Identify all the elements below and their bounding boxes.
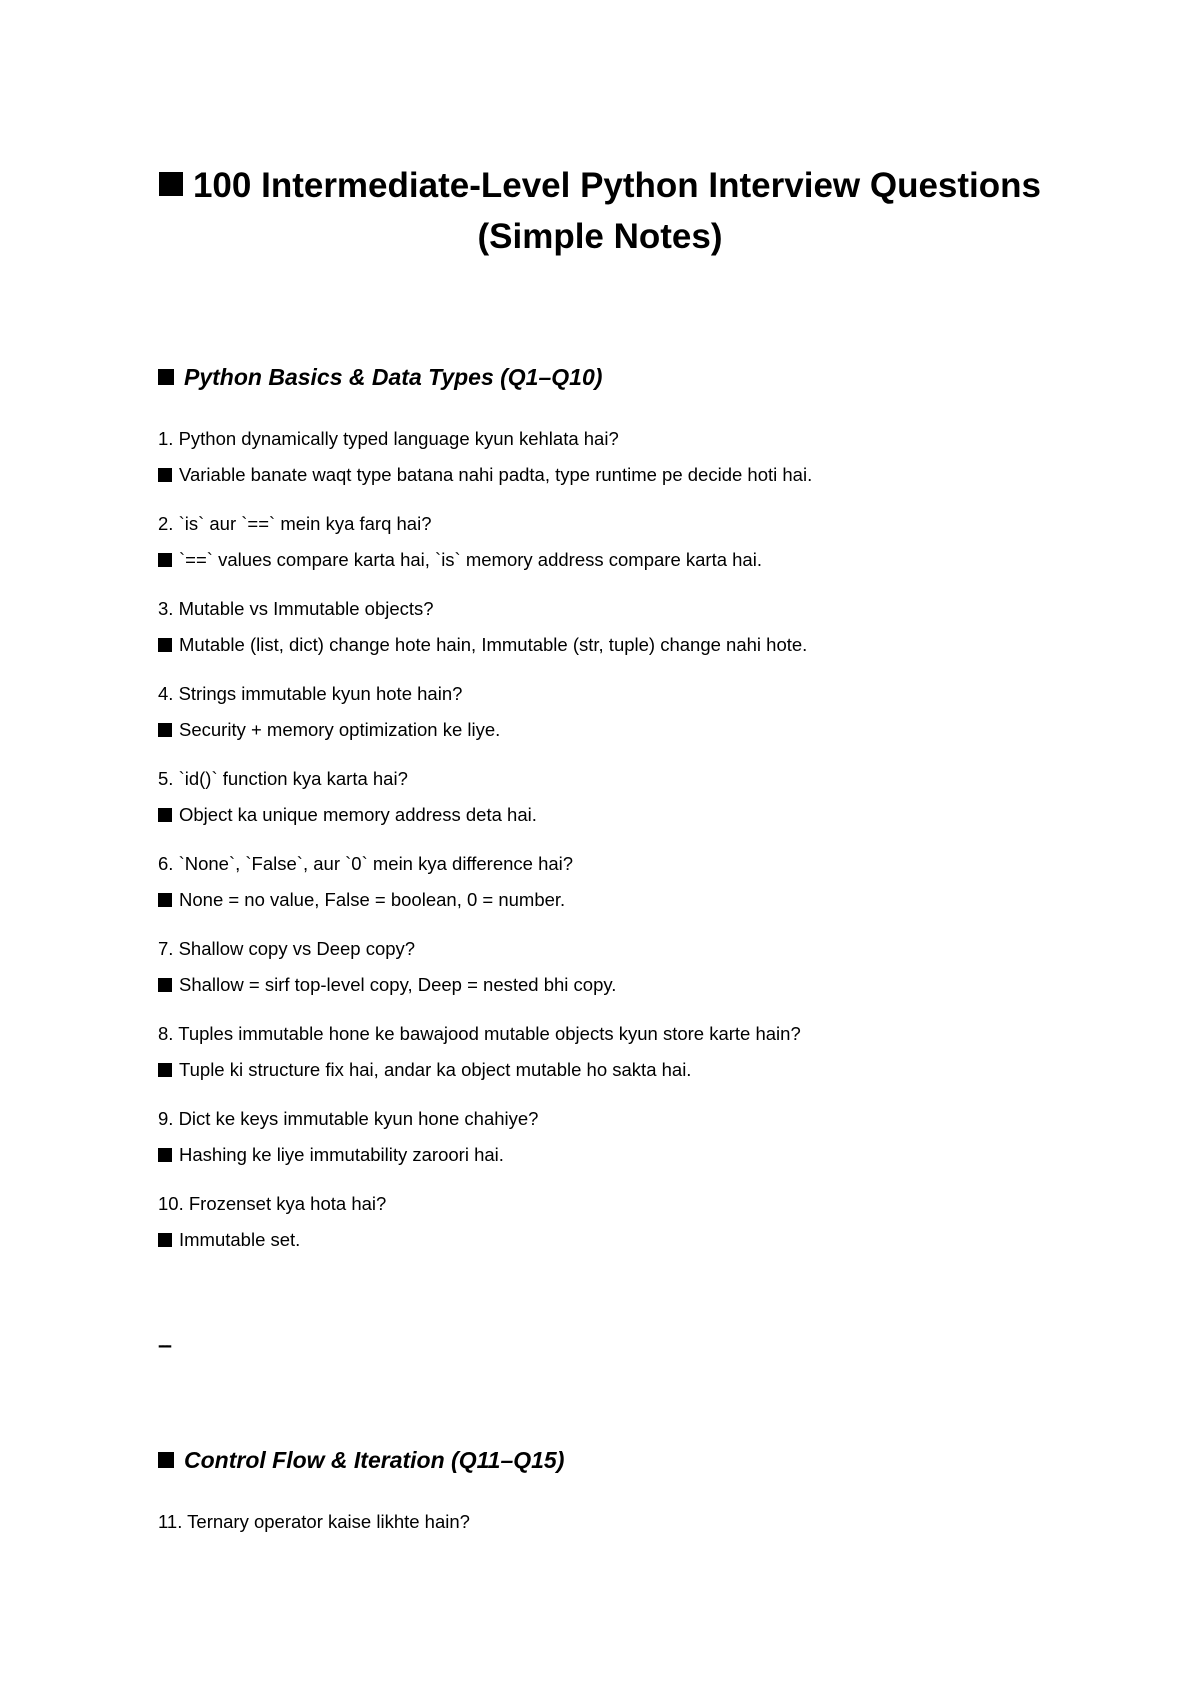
answer-text: `==` values compare karta hai, `is` memory address compare karta hai.	[179, 549, 762, 570]
square-bullet-icon	[158, 468, 172, 482]
document-title-text: 100 Intermediate-Level Python Interview Questions (Simple Notes)	[192, 166, 1042, 256]
square-bullet-icon	[158, 553, 172, 567]
answer-line	[158, 718, 1058, 742]
qa-item-9	[158, 1107, 1058, 1167]
section-divider: ---	[158, 1335, 170, 1355]
question-text: 2. `is` aur `==` mein kya farq hai?	[158, 513, 432, 534]
qa-item-8	[158, 1022, 1058, 1082]
question-text: 9. Dict ke keys immutable kyun hone chahiye?	[158, 1108, 539, 1129]
section-heading-text: Control Flow & Iteration (Q11–Q15)	[184, 1447, 565, 1473]
section-heading-control-flow	[158, 1445, 564, 1475]
question-text: 3. Mutable vs Immutable objects?	[158, 598, 434, 619]
answer-line	[158, 548, 1058, 572]
answer-line	[158, 1143, 1058, 1167]
square-bullet-icon	[158, 978, 172, 992]
answer-text: Object ka unique memory address deta hai.	[179, 804, 537, 825]
answer-text: Variable banate waqt type batana nahi padta, type runtime pe decide hoti hai.	[179, 464, 813, 485]
question-text: 11. Ternary operator kaise likhte hain?	[158, 1511, 470, 1532]
square-bullet-icon	[158, 369, 174, 385]
qa-item-3	[158, 597, 1058, 657]
answer-line	[158, 973, 1058, 997]
qa-item-4	[158, 682, 1058, 742]
question-text: 10. Frozenset kya hota hai?	[158, 1193, 387, 1214]
question-text: 4. Strings immutable kyun hote hain?	[158, 683, 463, 704]
question-text: 5. `id()` function kya karta hai?	[158, 768, 408, 789]
answer-line	[158, 803, 1058, 827]
question-text: 7. Shallow copy vs Deep copy?	[158, 938, 416, 959]
answer-line	[158, 633, 1058, 657]
qa-item-11	[158, 1510, 1058, 1534]
question-text: 6. `None`, `False`, aur `0` mein kya difference hai?	[158, 853, 574, 874]
qa-item-7	[158, 937, 1058, 997]
answer-text: Tuple ki structure fix hai, andar ka object mutable ho sakta hai.	[179, 1059, 692, 1080]
answer-line	[158, 1058, 1058, 1082]
answer-text: Hashing ke liye immutability zaroori hai.	[179, 1144, 504, 1165]
answer-text: Mutable (list, dict) change hote hain, Immutable (str, tuple) change nahi hote.	[179, 634, 808, 655]
square-bullet-icon	[158, 1452, 174, 1468]
section-heading-text: Python Basics & Data Types (Q1–Q10)	[184, 364, 603, 390]
square-bullet-icon	[158, 638, 172, 652]
square-bullet-icon	[158, 893, 172, 907]
answer-line	[158, 1228, 1058, 1252]
answer-line	[158, 888, 1058, 912]
answer-text: None = no value, False = boolean, 0 = number.	[179, 889, 566, 910]
question-text: 8. Tuples immutable hone ke bawajood mutable objects kyun store karte hain?	[158, 1023, 801, 1044]
square-bullet-icon	[158, 1063, 172, 1077]
qa-item-2	[158, 512, 1058, 572]
qa-item-1	[158, 427, 1058, 487]
qa-item-10	[158, 1192, 1058, 1252]
square-bullet-icon	[158, 723, 172, 737]
qa-item-5	[158, 767, 1058, 827]
square-bullet-icon	[159, 172, 183, 196]
answer-line	[158, 463, 1058, 487]
answer-text: Security + memory optimization ke liye.	[179, 719, 501, 740]
document-title	[150, 160, 1050, 262]
qa-item-6	[158, 852, 1058, 912]
answer-text: Immutable set.	[179, 1229, 301, 1250]
square-bullet-icon	[158, 808, 172, 822]
section-heading-basics	[158, 362, 602, 392]
square-bullet-icon	[158, 1148, 172, 1162]
question-text: 1. Python dynamically typed language kyun kehlata hai?	[158, 428, 619, 449]
answer-text: Shallow = sirf top-level copy, Deep = nested bhi copy.	[179, 974, 617, 995]
square-bullet-icon	[158, 1233, 172, 1247]
